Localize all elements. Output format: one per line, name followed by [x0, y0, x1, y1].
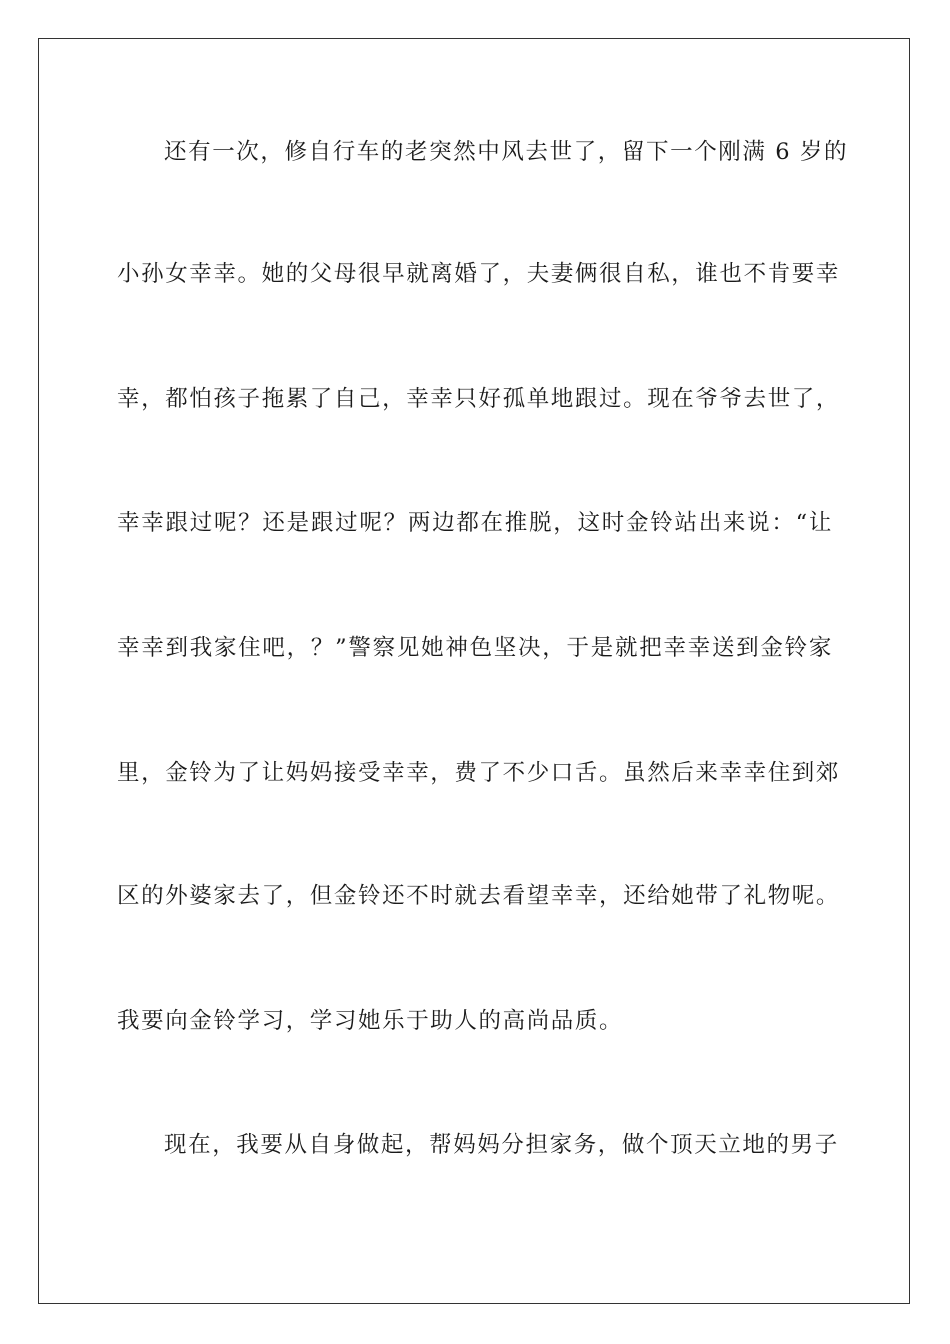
paragraph-line: 区的外婆家去了，但金铃还不时就去看望幸幸，还给她带了礼物呢。 [117, 883, 841, 909]
paragraph-line: 还有一次，修自行车的老突然中风去世了，留下一个刚满 6 岁的 [164, 139, 849, 165]
paragraph-line: 幸幸到我家住吧，？”警察见她神色坚决，于是就把幸幸送到金铃家 [117, 635, 833, 661]
page-border [38, 38, 910, 1304]
paragraph-line: 里，金铃为了让妈妈接受幸幸，费了不少口舌。虽然后来幸幸住到郊 [117, 760, 841, 786]
paragraph-line: 我要向金铃学习，学习她乐于助人的高尚品质。 [117, 1008, 624, 1034]
paragraph-line: 现在，我要从自身做起，帮妈妈分担家务，做个顶天立地的男子 [164, 1132, 839, 1158]
paragraph-line: 小孙女幸幸。她的父母很早就离婚了，夫妻俩很自私，谁也不肯要幸 [117, 261, 841, 287]
paragraph-line: 幸，都怕孩子拖累了自己，幸幸只好孤单地跟过。现在爷爷去世了， [117, 386, 841, 412]
paragraph-line: 幸幸跟过呢？还是跟过呢？两边都在推脱，这时金铃站出来说：“让 [117, 510, 833, 536]
